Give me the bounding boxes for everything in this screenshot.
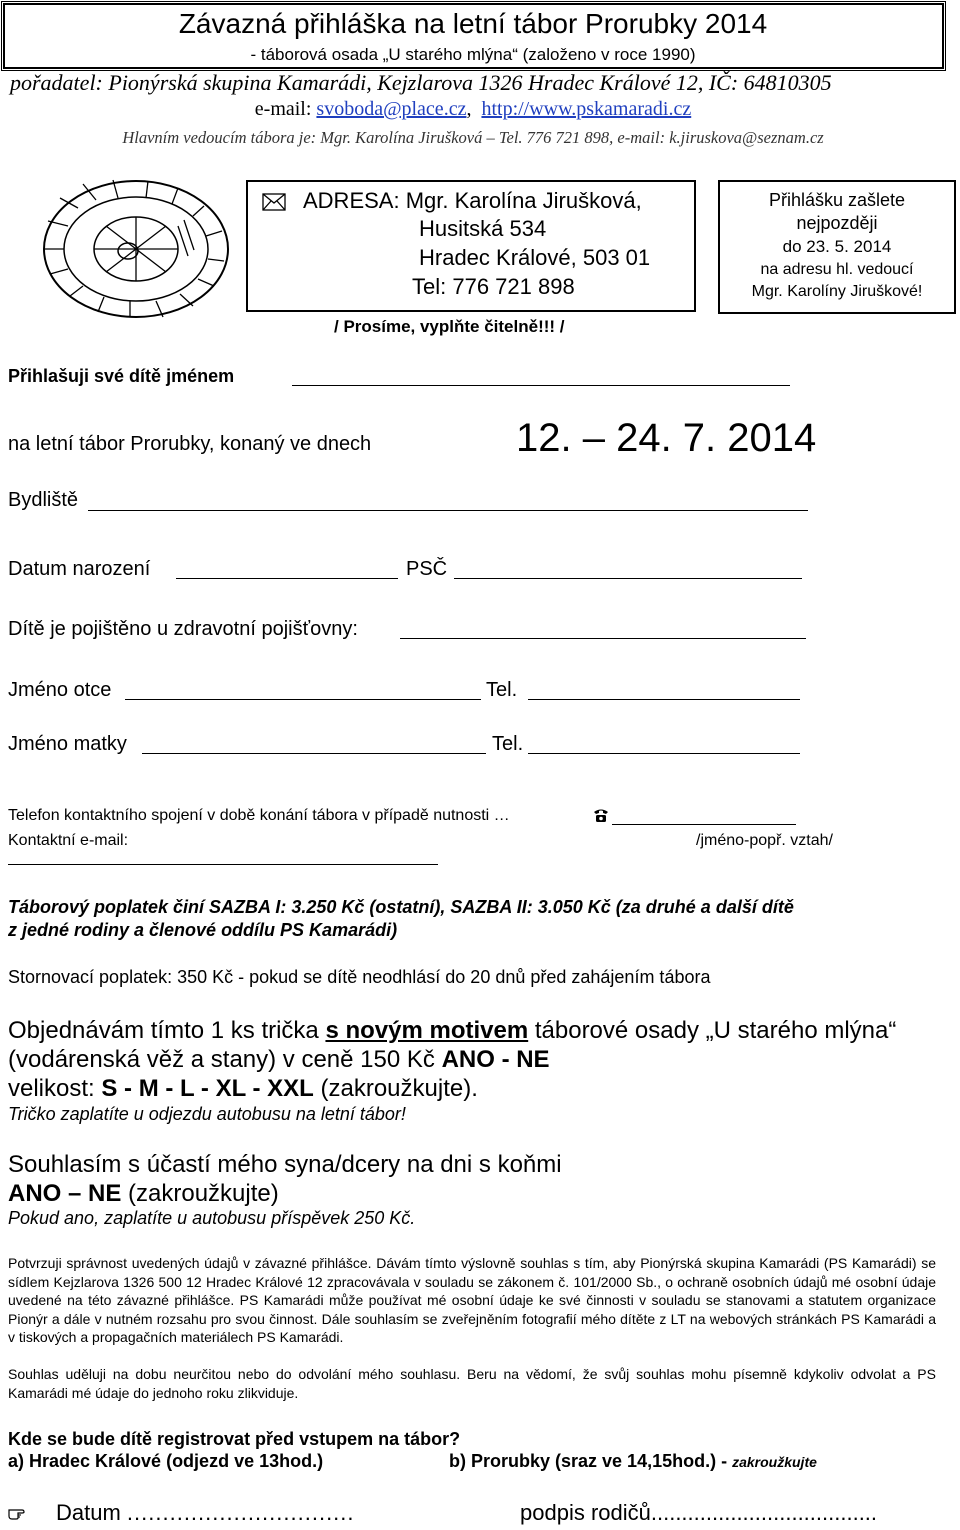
email-link[interactable]: svoboda@place.cz <box>316 98 467 120</box>
page-title: Závazná přihláška na letní tábor Prorubky 2014 <box>178 8 768 39</box>
mother-name-label: Jméno matky <box>8 733 127 755</box>
tshirt-yes-no[interactable]: ANO - NE <box>441 1046 550 1073</box>
page-subtitle: - táborová osada „U starého mlýna“ (založeno v roce 1990) <box>250 45 696 64</box>
tshirt-line-2 <box>8 1046 550 1074</box>
child-name-label: Přihlašuji své dítě jménem <box>8 366 235 386</box>
name-relation-label: /jméno-popř. vztah/ <box>696 832 833 849</box>
fee-line-1 <box>8 897 794 918</box>
parent-signature-field[interactable]: ..................................... <box>650 1500 878 1525</box>
tshirt-line-1 <box>8 1017 896 1045</box>
horses-line-2 <box>8 1180 279 1208</box>
birth-date-label: Datum narození <box>8 558 151 580</box>
cancellation-text: Stornovací poplatek: 350 Kč - pokud se dítě neodhlásí do 20 dnů před zahájením tábora <box>8 967 711 987</box>
contact-email-label: Kontaktní e-mail: <box>8 832 129 849</box>
envelope-icon <box>262 193 286 211</box>
tshirt-text-1c: táborové osady „U starého mlýna“ <box>528 1017 897 1044</box>
pointing-hand-icon <box>8 1504 30 1520</box>
fee-line-2: z jedné rodiny a členové oddílu PS Kamarádi) <box>8 920 398 940</box>
contact-phone-field[interactable] <box>612 824 796 825</box>
registration-circle-note: zakroužkujte <box>732 1454 817 1470</box>
horses-line-3: Pokud ano, zaplatíte u autobusu příspěvek 250 Kč. <box>8 1208 416 1228</box>
tshirt-new-motif: s novým motivem <box>325 1017 529 1044</box>
contact-links: e-mail: svoboda@place.cz, http://www.pskamaradi.cz <box>254 98 692 120</box>
father-tel-field[interactable] <box>528 699 800 700</box>
date-label: Datum <box>56 1500 121 1525</box>
residence-field[interactable] <box>88 510 808 511</box>
contact-phone-label: Telefon kontaktního spojení v době konání tábora v případě nutnosti … <box>8 807 510 824</box>
postcode-label: PSČ <box>406 558 448 580</box>
horses-line-1: Souhlasím s účastí mého syna/dcery na dni s koňmi <box>8 1151 562 1178</box>
mother-tel-field[interactable] <box>528 753 800 754</box>
camp-dates: 12. – 24. 7. 2014 <box>516 416 817 460</box>
insurance-field[interactable] <box>400 638 806 639</box>
email-label: e-mail: <box>254 98 312 120</box>
address-line-1: ADRESA: Mgr. Karolína Jirušková, <box>303 188 642 213</box>
deadline-line-4: na adresu hl. vedoucí <box>760 261 914 278</box>
postcode-field[interactable] <box>454 578 802 579</box>
father-tel-label: Tel. <box>486 679 518 701</box>
please-legibly: / Prosíme, vyplňte čitelně!!! / <box>334 317 565 336</box>
address-line-3: Hradec Králové, 503 01 <box>419 245 651 270</box>
address-line-2: Husitská 534 <box>419 216 547 241</box>
tshirt-size-note: (zakroužkujte). <box>313 1075 478 1102</box>
mother-name-field[interactable] <box>142 753 486 754</box>
insurance-label: Dítě je pojištěno u zdravotní pojišťovny: <box>8 618 358 640</box>
tshirt-text-1a: Objednávám tímto 1 ks trička <box>8 1017 326 1044</box>
camp-dates-label: na letní tábor Prorubky, konaný ve dnech <box>8 433 372 455</box>
father-name-label: Jméno otce <box>8 679 112 701</box>
birth-date-field[interactable] <box>176 578 398 579</box>
website-link[interactable]: http://www.pskamaradi.cz <box>481 98 692 120</box>
deadline-line-5: Mgr. Karolíny Jiruškové! <box>751 283 923 300</box>
mill-wheel-logo <box>38 176 234 322</box>
telephone-icon <box>592 806 610 824</box>
child-name-field[interactable] <box>292 385 790 386</box>
horses-yes-no[interactable]: ANO – NE <box>8 1180 122 1207</box>
organizer-line: pořadatel: Pionýrská skupina Kamarádi, Kejzlarova 1326 Hradec Králové 12, IČ: 64810305 <box>10 70 832 95</box>
registration-question: Kde se bude dítě registrovat před vstupem na tábor? <box>8 1429 461 1449</box>
mother-tel-label: Tel. <box>492 733 524 755</box>
registration-option-b[interactable] <box>449 1451 817 1472</box>
deadline-line-1: Přihlášku zašlete <box>768 190 906 210</box>
fee-text-1: Táborový poplatek činí SAZBA I: 3.250 Kč (ostatní), SAZBA II: 3.050 Kč (za druhé a další dítě <box>8 897 794 917</box>
leader-line: Hlavním vedoucím tábora je: Mgr. Karolína Jirušková – Tel. 776 721 898, e-mail: k.jiruskova@seznam.cz <box>122 128 824 147</box>
tshirt-line-3 <box>8 1075 478 1103</box>
deadline-line-2: nejpozději <box>796 213 878 233</box>
tshirt-payment-note: Tričko zaplatíte u odjezdu autobusu na letní tábor! <box>8 1104 406 1124</box>
deadline-line-3: do 23. 5. 2014 <box>782 237 892 256</box>
consent-paragraph-2: Souhlas uděluji na dobu neurčitou nebo do odvolání mého souhlasu. Beru na vědomí, že svůj souhlas mohu písemně kdykoliv odvolat a PS Kamarádi mé údaje do jednoho roku zlikviduje. <box>8 1366 936 1401</box>
consent-paragraph-1: Potvrzuji správnost uvedených údajů v závazné přihlášce. Dávám tímto výslovně souhlas s tím, aby Pionýrská skupina Kamarádi (PS Kamarádi) se sídlem Kejzlarova 1326 500 12 Hradec Králové 12 zpracovávala v souladu se zákonem č. 101/2000 Sb., o ochraně osobních údajů mé osobní údaje uvedené na této závazné přihlášce. PS Kamarádi může používat mé osobní údaje ke své činnosti v souladu se stanovami a statutem organizace Pionýr a dále v nutném rozsahu pro svou činnost. Dále souhlasím se zveřejněním fotografií mého dítěte z LT na webových stránkách PS Kamarádi a v tiskových a propagačních materiálech PS Kamarádi. <box>8 1255 936 1345</box>
horses-circle-note: (zakroužkujte) <box>121 1180 279 1207</box>
registration-option-b-text: b) Prorubky (sraz ve 14,15hod.) - <box>449 1451 728 1471</box>
residence-label: Bydliště <box>8 489 79 511</box>
address-line-4: Tel: 776 721 898 <box>412 274 575 299</box>
father-name-field[interactable] <box>125 699 481 700</box>
contact-email-field[interactable] <box>8 864 438 865</box>
tshirt-size-label: velikost: <box>8 1075 102 1102</box>
date-field[interactable]: ................................ <box>126 1500 355 1525</box>
tshirt-text-2a: (vodárenská věž a stany) v ceně 150 Kč <box>8 1046 442 1073</box>
signature-date <box>56 1500 355 1526</box>
registration-option-a[interactable]: a) Hradec Králové (odjezd ve 13hod.) <box>8 1451 324 1471</box>
parent-signature-label: podpis rodičů <box>520 1500 651 1525</box>
signature-parent <box>520 1500 877 1526</box>
tshirt-size-options[interactable]: S - M - L - XL - XXL <box>101 1075 314 1102</box>
